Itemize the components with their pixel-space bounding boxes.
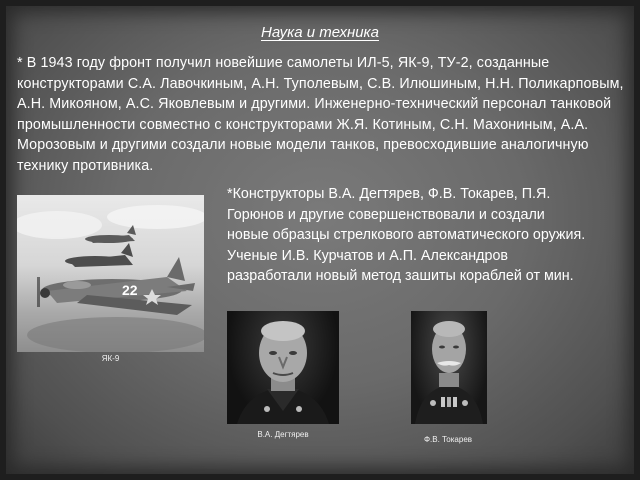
slide-title: Наука и техника [261, 24, 379, 41]
degtyarev-caption: В.А. Дегтярев [257, 430, 309, 439]
degtyarev-portrait [227, 311, 339, 424]
paragraph-weapons: *Конструкторы В.А. Дегтярев, Ф.В. Токарев, П.Я. Горюнов и другие совершенствовали и создали новые образцы стрелкового автоматического оружия. Ученые И.В. Курчатов и А.П. Александров разработали новый метод зашиты кораблей от мин. [227, 186, 586, 284]
yak9-caption: ЯК-9 [101, 354, 120, 363]
tail-number: 22 [122, 282, 138, 298]
tokarev-portrait [411, 311, 487, 424]
tokarev-photo [411, 311, 487, 424]
paragraph-aircraft-tanks: * В 1943 году фронт получил новейшие самолеты ИЛ-5, ЯК-9, ТУ-2, созданные конструкторами С.А. Лавочкиным, А.Н. Туполевым, С.В. Илюшиным, Н.Н. Поликарповым, А.Н. Микояном, А.С. Яковлевым и другими. Инженерно-технический персонал танковой промышленности совместно с конструкторами Ж.Я. Котиным, С.Н. Махониным, А.А. Морозовым и другими создали новые модели танков, превосходившие аналогичную технику противника. [17, 55, 624, 174]
yak9-photo [17, 195, 204, 352]
yak9-illustration [17, 195, 204, 352]
degtyarev-photo [227, 311, 339, 424]
tokarev-caption: Ф.В. Токарев [423, 435, 473, 444]
